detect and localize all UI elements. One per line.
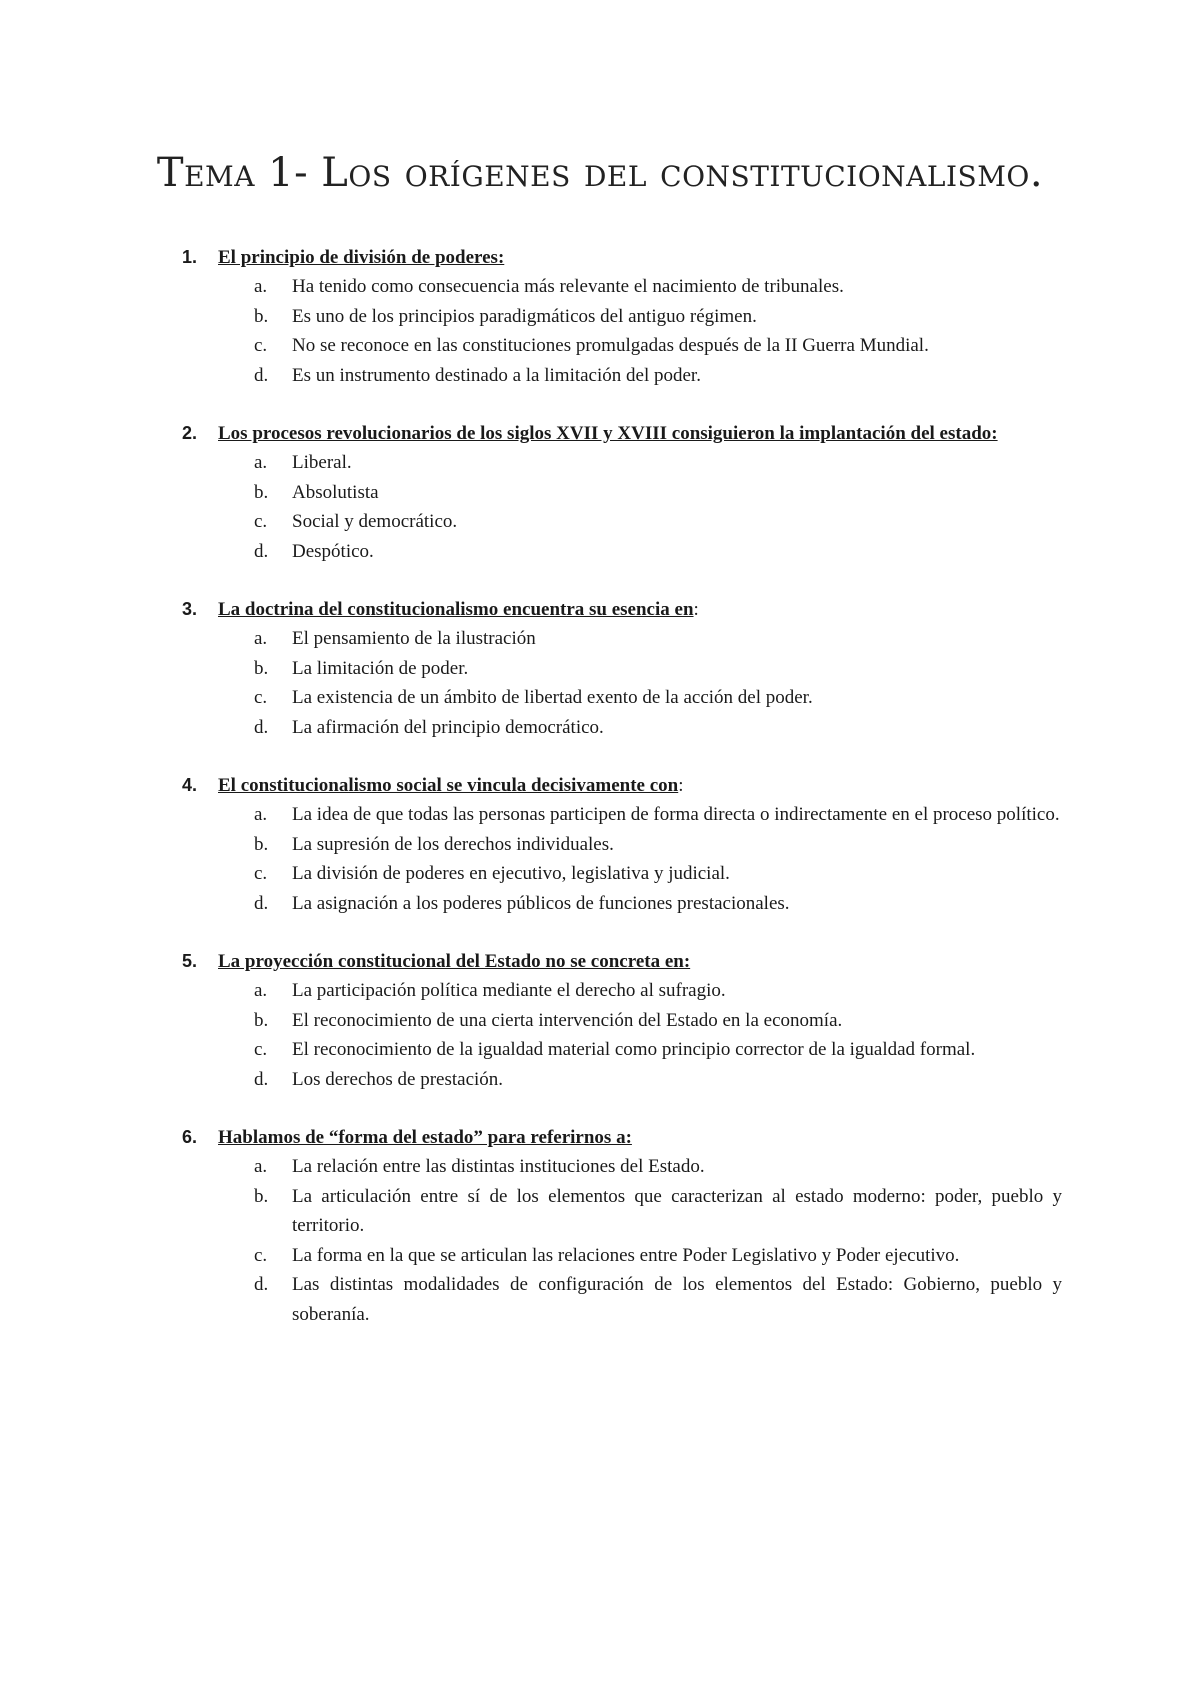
option-letter: a.: [254, 276, 268, 297]
question-text: El principio de división de poderes:: [218, 247, 505, 268]
answer-option: [0, 361, 1062, 391]
answer-option: [0, 976, 1062, 1006]
option-letter: d.: [254, 716, 269, 738]
question-heading: [0, 771, 1058, 800]
document-title: Tema 1- Los orígenes del constitucionalismo.: [156, 150, 1044, 196]
question-suffix: :: [693, 599, 699, 620]
question-text: Hablamos de “forma del estado” para referirnos a:: [218, 1127, 632, 1148]
question-2: [0, 419, 1200, 566]
answer-option: [0, 654, 1062, 684]
option-text: La afirmación del principio democrático.: [292, 716, 604, 738]
option-list: [0, 448, 1200, 566]
question-6: [0, 1123, 1200, 1329]
answer-option: [0, 1182, 1062, 1241]
option-letter: d.: [254, 1068, 269, 1090]
option-letter: a.: [254, 628, 268, 649]
option-text: No se reconoce en las constituciones promulgadas después de la II Guerra Mundial.: [292, 335, 929, 356]
option-letter: a.: [254, 804, 268, 825]
option-list: [0, 624, 1200, 742]
option-text: Los derechos de prestación.: [292, 1068, 504, 1090]
answer-option: [0, 1270, 1062, 1329]
option-text: Es un instrumento destinado a la limitación del poder.: [292, 364, 701, 386]
option-letter: b.: [254, 1009, 269, 1031]
question-number: 1.: [182, 247, 198, 267]
answer-option: [0, 448, 1062, 478]
option-text: La forma en la que se articulan las relaciones entre Poder Legislativo y Poder ejecutivo.: [292, 1244, 960, 1266]
question-spacer: [0, 742, 1200, 771]
question-text: La proyección constitucional del Estado no se concreta en:: [218, 951, 691, 972]
option-letter: d.: [254, 892, 269, 914]
question-heading: [0, 595, 1058, 624]
question-text: La doctrina del constitucionalismo encuentra su esencia en: [218, 599, 694, 620]
option-letter: c.: [254, 511, 268, 532]
option-letter: d.: [254, 1274, 269, 1295]
answer-option: [0, 889, 1062, 919]
question-spacer: [0, 390, 1200, 419]
question-number: 5.: [182, 951, 198, 971]
question-1: [0, 243, 1200, 390]
option-text: Liberal.: [292, 452, 352, 473]
option-text: La supresión de los derechos individuales.: [292, 833, 614, 855]
option-list: [0, 976, 1200, 1094]
option-text: Ha tenido como consecuencia más relevante el nacimiento de tribunales.: [292, 276, 844, 297]
option-text: El reconocimiento de una cierta intervención del Estado en la economía.: [292, 1009, 843, 1031]
question-number: 3.: [182, 599, 198, 619]
option-letter: a.: [254, 1156, 268, 1177]
option-text: La asignación a los poderes públicos de funciones prestacionales.: [292, 892, 790, 914]
option-text: La participación política mediante el derecho al sufragio.: [292, 980, 726, 1001]
question-number: 4.: [182, 775, 198, 795]
option-text: El pensamiento de la ilustración: [292, 628, 536, 649]
option-letter: b.: [254, 305, 269, 327]
option-text: El reconocimiento de la igualdad material como principio corrector de la igualdad formal.: [292, 1039, 976, 1060]
option-letter: b.: [254, 657, 269, 679]
answer-option: [0, 1241, 1062, 1271]
answer-option: [0, 1065, 1062, 1095]
option-list: [0, 272, 1200, 390]
option-text: La relación entre las distintas instituciones del Estado.: [292, 1156, 705, 1177]
question-spacer: [0, 1094, 1200, 1123]
answer-option: [0, 302, 1062, 332]
option-text: Las distintas modalidades de configuración de los elementos del Estado: Gobierno, pueblo y soberanía.: [292, 1274, 1062, 1325]
question-5: [0, 947, 1200, 1094]
question-number: 6.: [182, 1127, 198, 1147]
option-letter: b.: [254, 1185, 269, 1207]
question-list: [0, 243, 1200, 1329]
question-heading: [0, 419, 1058, 448]
answer-option: [0, 800, 1062, 830]
option-text: La idea de que todas las personas participen de forma directa o indirectamente en el proceso político.: [292, 804, 1060, 825]
answer-option: [0, 859, 1062, 889]
question-4: [0, 771, 1200, 918]
answer-option: [0, 624, 1062, 654]
question-number: 2.: [182, 423, 198, 443]
option-list: [0, 800, 1200, 918]
question-text: Los procesos revolucionarios de los siglos XVII y XVIII consiguieron la implantación del estado:: [218, 423, 998, 444]
answer-option: [0, 507, 1062, 537]
option-text: La articulación entre sí de los elementos que caracterizan al estado moderno: poder, pueblo y territorio.: [292, 1185, 1062, 1236]
option-letter: c.: [254, 1244, 268, 1266]
option-text: Es uno de los principios paradigmáticos del antiguo régimen.: [292, 305, 757, 327]
answer-option: [0, 478, 1062, 508]
question-suffix: :: [678, 775, 684, 796]
option-letter: a.: [254, 980, 268, 1001]
answer-option: [0, 683, 1062, 713]
option-letter: c.: [254, 863, 268, 884]
question-text: El constitucionalismo social se vincula decisivamente con: [218, 775, 679, 796]
option-letter: d.: [254, 364, 269, 386]
question-heading: [0, 243, 1058, 272]
option-text: Absolutista: [292, 481, 379, 503]
option-text: Social y democrático.: [292, 511, 458, 532]
answer-option: [0, 537, 1062, 567]
answer-option: [0, 1006, 1062, 1036]
option-text: Despótico.: [292, 540, 374, 562]
question-heading: [0, 1123, 1058, 1152]
option-letter: b.: [254, 833, 269, 855]
answer-option: [0, 1152, 1062, 1182]
option-letter: c.: [254, 335, 268, 356]
option-text: La existencia de un ámbito de libertad exento de la acción del poder.: [292, 687, 813, 708]
answer-option: [0, 830, 1062, 860]
option-text: La división de poderes en ejecutivo, legislativa y judicial.: [292, 863, 730, 884]
option-letter: d.: [254, 540, 269, 562]
question-spacer: [0, 566, 1200, 595]
option-letter: c.: [254, 687, 268, 708]
question-spacer: [0, 918, 1200, 947]
option-list: [0, 1152, 1200, 1329]
answer-option: [0, 1035, 1062, 1065]
option-text: La limitación de poder.: [292, 657, 469, 679]
answer-option: [0, 331, 1062, 361]
answer-option: [0, 272, 1062, 302]
option-letter: a.: [254, 452, 268, 473]
question-heading: [0, 947, 1058, 976]
option-letter: b.: [254, 481, 269, 503]
option-letter: c.: [254, 1039, 268, 1060]
question-3: [0, 595, 1200, 742]
answer-option: [0, 713, 1062, 743]
